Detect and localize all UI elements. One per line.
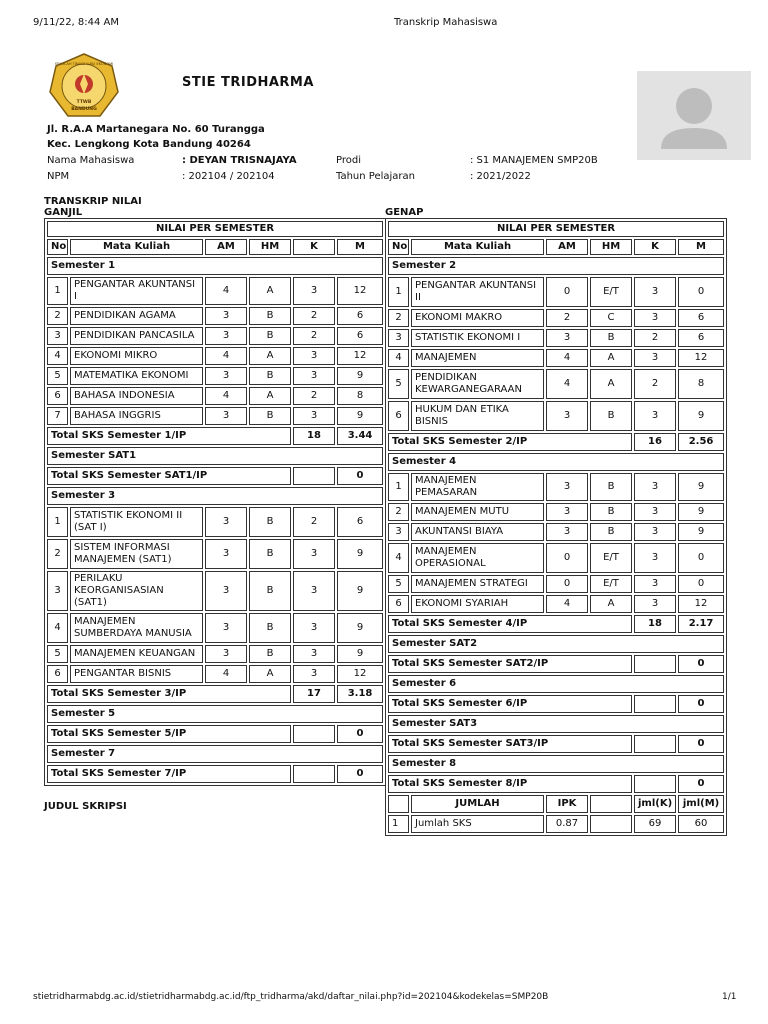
course-name: STATISTIK EKONOMI I <box>411 329 544 347</box>
course-no: 2 <box>388 309 409 327</box>
course-am: 0 <box>546 543 588 573</box>
course-name: EKONOMI MIKRO <box>70 347 203 365</box>
logo-text-bottom: BANDUNG <box>71 107 97 112</box>
logo-text-mid: TTWB <box>76 100 92 105</box>
course-hm: A <box>249 387 291 405</box>
semester-total-row <box>388 695 724 713</box>
course-m: 9 <box>678 473 724 501</box>
course-k: 3 <box>293 613 335 643</box>
semester-total-row <box>388 655 724 673</box>
total-k: 18 <box>293 427 335 445</box>
course-k: 2 <box>293 507 335 537</box>
semester-total-row <box>47 725 383 743</box>
course-hm: B <box>249 613 291 643</box>
footer-url: stietridharmabdg.ac.id/stietridharmabdg.ac.id/ftp_tridharma/akd/daftar_nilai.php?id=202104&kodekelas=SMP20B <box>33 992 549 1002</box>
total-k <box>293 725 335 743</box>
course-name: BAHASA INDONESIA <box>70 387 203 405</box>
summary-ipk-header: IPK <box>546 795 588 813</box>
course-hm: A <box>249 665 291 683</box>
total-ip: 0 <box>678 655 724 673</box>
course-m: 12 <box>337 277 383 305</box>
total-label: Total SKS Semester SAT1/IP <box>47 467 291 485</box>
semester-label: Semester 8 <box>388 755 724 773</box>
course-name: MANAJEMEN <box>411 349 544 367</box>
course-am: 3 <box>546 523 588 541</box>
semester-total-row <box>47 427 383 445</box>
course-no: 7 <box>47 407 68 425</box>
course-no: 1 <box>388 277 409 307</box>
semester-total-row <box>388 433 724 451</box>
course-m: 9 <box>678 401 724 431</box>
course-m: 12 <box>337 347 383 365</box>
total-ip: 0 <box>678 775 724 793</box>
course-row <box>47 367 383 385</box>
course-name: MANAJEMEN PEMASARAN <box>411 473 544 501</box>
school-logo <box>46 52 122 120</box>
summary-jmlm-header: jml(M) <box>678 795 724 813</box>
course-row <box>388 349 724 367</box>
total-label: Total SKS Semester 3/IP <box>47 685 291 703</box>
course-no: 2 <box>388 503 409 521</box>
course-m: 0 <box>678 575 724 593</box>
course-no: 6 <box>388 401 409 431</box>
total-ip: 3.18 <box>337 685 383 703</box>
semester-label: Semester 2 <box>388 257 724 275</box>
course-no: 2 <box>47 539 68 569</box>
course-no: 3 <box>388 523 409 541</box>
course-k: 3 <box>293 277 335 305</box>
course-no: 4 <box>47 347 68 365</box>
course-hm: E/T <box>590 575 632 593</box>
course-am: 3 <box>205 407 247 425</box>
course-m: 12 <box>678 349 724 367</box>
course-k: 3 <box>634 473 676 501</box>
course-row <box>47 645 383 663</box>
col-am: AM <box>205 239 247 255</box>
course-row <box>47 347 383 365</box>
course-k: 3 <box>634 575 676 593</box>
course-hm: C <box>590 309 632 327</box>
course-row <box>388 503 724 521</box>
course-hm: B <box>590 329 632 347</box>
total-k <box>634 655 676 673</box>
course-name: MANAJEMEN KEUANGAN <box>70 645 203 663</box>
course-row <box>388 329 724 347</box>
semester-total-row <box>47 467 383 485</box>
total-k <box>293 467 335 485</box>
course-name: PENDIDIKAN KEWARGANEGARAAN <box>411 369 544 399</box>
course-k: 3 <box>634 309 676 327</box>
course-hm: B <box>249 645 291 663</box>
course-name: BAHASA INGGRIS <box>70 407 203 425</box>
semester-label: Semester 7 <box>47 745 383 763</box>
prodi-value: : S1 MANAJEMEN SMP20B <box>470 155 598 166</box>
course-no: 6 <box>388 595 409 613</box>
course-hm: B <box>249 539 291 569</box>
course-row <box>47 613 383 643</box>
course-name: PENGANTAR AKUNTANSI II <box>411 277 544 307</box>
course-m: 12 <box>678 595 724 613</box>
summary-no: 1 <box>388 815 409 833</box>
course-name: STATISTIK EKONOMI II (SAT I) <box>70 507 203 537</box>
semester-label: Semester 6 <box>388 675 724 693</box>
total-k: 17 <box>293 685 335 703</box>
course-name: PENGANTAR BISNIS <box>70 665 203 683</box>
course-k: 3 <box>293 367 335 385</box>
course-k: 3 <box>293 571 335 611</box>
course-am: 3 <box>546 473 588 501</box>
course-no: 5 <box>47 367 68 385</box>
summary-blank <box>590 815 632 833</box>
course-am: 4 <box>205 387 247 405</box>
course-am: 4 <box>546 595 588 613</box>
course-row <box>47 277 383 305</box>
col-mata-kuliah: Mata Kuliah <box>411 239 544 255</box>
course-hm: A <box>590 349 632 367</box>
course-no: 5 <box>388 575 409 593</box>
semester-label: Semester 5 <box>47 705 383 723</box>
course-k: 2 <box>634 369 676 399</box>
course-row <box>388 401 724 431</box>
course-no: 1 <box>388 473 409 501</box>
semester-total-row <box>388 615 724 633</box>
course-hm: A <box>249 277 291 305</box>
course-m: 6 <box>337 307 383 325</box>
course-k: 2 <box>293 307 335 325</box>
course-k: 3 <box>634 595 676 613</box>
course-m: 9 <box>678 523 724 541</box>
course-k: 3 <box>634 349 676 367</box>
col-m: M <box>337 239 383 255</box>
course-name: SISTEM INFORMASI MANAJEMEN (SAT1) <box>70 539 203 569</box>
ganjil-label: GANJIL <box>44 207 83 218</box>
total-label: Total SKS Semester 8/IP <box>388 775 632 793</box>
course-no: 3 <box>47 327 68 345</box>
course-m: 9 <box>337 613 383 643</box>
col-hm: HM <box>249 239 291 255</box>
course-m: 9 <box>678 503 724 521</box>
total-label: Total SKS Semester 1/IP <box>47 427 291 445</box>
course-am: 4 <box>546 369 588 399</box>
total-ip: 0 <box>678 735 724 753</box>
name-label: Nama Mahasiswa <box>47 155 135 166</box>
course-name: HUKUM DAN ETIKA BISNIS <box>411 401 544 431</box>
semester-header-row <box>388 715 724 733</box>
course-no: 6 <box>47 387 68 405</box>
col-am: AM <box>546 239 588 255</box>
semester-total-row <box>388 735 724 753</box>
course-m: 12 <box>337 665 383 683</box>
transkrip-label: TRANSKRIP NILAI <box>44 196 142 207</box>
course-am: 0 <box>546 277 588 307</box>
total-ip: 0 <box>678 695 724 713</box>
course-name: PENDIDIKAN PANCASILA <box>70 327 203 345</box>
course-k: 3 <box>634 503 676 521</box>
total-k <box>634 695 676 713</box>
course-k: 2 <box>293 387 335 405</box>
course-row <box>388 473 724 501</box>
course-no: 4 <box>388 349 409 367</box>
nilai-per-semester-header: NILAI PER SEMESTER <box>388 221 724 237</box>
course-hm: B <box>249 307 291 325</box>
course-row <box>388 277 724 307</box>
course-row <box>388 309 724 327</box>
semester-total-row <box>388 775 724 793</box>
course-m: 8 <box>678 369 724 399</box>
course-row <box>47 407 383 425</box>
course-no: 5 <box>47 645 68 663</box>
course-name: PERILAKU KEORGANISASIAN (SAT1) <box>70 571 203 611</box>
summary-jumlah-header: JUMLAH <box>411 795 544 813</box>
course-row <box>47 387 383 405</box>
total-ip: 0 <box>337 765 383 783</box>
ganjil-table <box>44 218 386 786</box>
course-m: 6 <box>337 327 383 345</box>
course-hm: B <box>249 367 291 385</box>
course-hm: E/T <box>590 277 632 307</box>
semester-header-row <box>47 447 383 465</box>
nilai-per-semester-header: NILAI PER SEMESTER <box>47 221 383 237</box>
course-k: 2 <box>293 327 335 345</box>
total-ip: 3.44 <box>337 427 383 445</box>
semester-header-row <box>388 635 724 653</box>
semester-label: Semester SAT1 <box>47 447 383 465</box>
total-ip: 2.56 <box>678 433 724 451</box>
course-k: 3 <box>293 665 335 683</box>
course-name: EKONOMI SYARIAH <box>411 595 544 613</box>
col-m: M <box>678 239 724 255</box>
summary-blank <box>590 795 632 813</box>
total-k: 18 <box>634 615 676 633</box>
course-am: 2 <box>546 309 588 327</box>
total-label: Total SKS Semester 4/IP <box>388 615 632 633</box>
course-am: 0 <box>546 575 588 593</box>
school-address-line1: Jl. R.A.A Martanegara No. 60 Turangga <box>47 124 265 135</box>
course-am: 3 <box>205 307 247 325</box>
total-label: Total SKS Semester 5/IP <box>47 725 291 743</box>
col-mata-kuliah: Mata Kuliah <box>70 239 203 255</box>
npm-label: NPM <box>47 171 70 182</box>
course-row <box>47 327 383 345</box>
total-ip: 0 <box>337 467 383 485</box>
course-m: 6 <box>337 507 383 537</box>
course-k: 3 <box>293 407 335 425</box>
course-k: 3 <box>293 539 335 569</box>
summary-ipk: 0.87 <box>546 815 588 833</box>
semester-header-row <box>47 745 383 763</box>
total-label: Total SKS Semester 7/IP <box>47 765 291 783</box>
course-row <box>388 543 724 573</box>
course-row <box>388 369 724 399</box>
course-hm: B <box>249 407 291 425</box>
course-m: 0 <box>678 543 724 573</box>
footer-page: 1/1 <box>722 992 737 1002</box>
tahun-value: : 2021/2022 <box>470 171 531 182</box>
course-hm: A <box>590 369 632 399</box>
semester-label: Semester SAT3 <box>388 715 724 733</box>
course-name: PENDIDIKAN AGAMA <box>70 307 203 325</box>
course-am: 3 <box>205 327 247 345</box>
course-row <box>47 665 383 683</box>
total-ip: 2.17 <box>678 615 724 633</box>
course-hm: B <box>590 503 632 521</box>
course-row <box>388 523 724 541</box>
course-row <box>388 595 724 613</box>
course-am: 4 <box>205 347 247 365</box>
print-title: Transkrip Mahasiswa <box>394 17 498 28</box>
semester-header-row <box>47 257 383 275</box>
total-label: Total SKS Semester 2/IP <box>388 433 632 451</box>
total-k <box>293 765 335 783</box>
col-no: No <box>388 239 409 255</box>
print-datetime: 9/11/22, 8:44 AM <box>33 17 120 28</box>
course-name: MANAJEMEN STRATEGI <box>411 575 544 593</box>
course-am: 3 <box>546 401 588 431</box>
course-k: 3 <box>634 401 676 431</box>
school-address-line2: Kec. Lengkong Kota Bandung 40264 <box>47 139 251 150</box>
summary-blank <box>388 795 409 813</box>
col-k: K <box>293 239 335 255</box>
avatar-icon <box>637 71 751 160</box>
course-row <box>47 539 383 569</box>
course-hm: B <box>249 327 291 345</box>
course-am: 4 <box>205 277 247 305</box>
total-k <box>634 775 676 793</box>
course-hm: A <box>590 595 632 613</box>
course-row <box>388 575 724 593</box>
semester-header-row <box>388 675 724 693</box>
course-am: 3 <box>205 571 247 611</box>
course-name: MANAJEMEN OPERASIONAL <box>411 543 544 573</box>
name-value: : DEYAN TRISNAJAYA <box>182 155 297 166</box>
course-am: 3 <box>205 613 247 643</box>
course-hm: A <box>249 347 291 365</box>
course-no: 1 <box>47 277 68 305</box>
semester-label: Semester 4 <box>388 453 724 471</box>
course-no: 4 <box>47 613 68 643</box>
judul-skripsi-label: JUDUL SKRIPSI <box>44 801 127 812</box>
course-no: 1 <box>47 507 68 537</box>
logo-text-top: SEKOLAH TINGGI ILMU EKONOMI <box>54 62 114 66</box>
total-k: 16 <box>634 433 676 451</box>
course-k: 2 <box>634 329 676 347</box>
total-label: Total SKS Semester SAT3/IP <box>388 735 632 753</box>
course-name: PENGANTAR AKUNTANSI I <box>70 277 203 305</box>
tahun-label: Tahun Pelajaran <box>336 171 415 182</box>
semester-total-row <box>47 765 383 783</box>
course-hm: E/T <box>590 543 632 573</box>
course-hm: B <box>590 401 632 431</box>
summary-jmlm: 60 <box>678 815 724 833</box>
summary-label: Jumlah SKS <box>411 815 544 833</box>
summary-jmlk: 69 <box>634 815 676 833</box>
total-k <box>634 735 676 753</box>
semester-label: Semester SAT2 <box>388 635 724 653</box>
course-hm: B <box>249 571 291 611</box>
course-no: 3 <box>388 329 409 347</box>
course-no: 2 <box>47 307 68 325</box>
course-m: 9 <box>337 539 383 569</box>
total-ip: 0 <box>337 725 383 743</box>
course-am: 3 <box>546 329 588 347</box>
course-m: 9 <box>337 407 383 425</box>
semester-total-row <box>47 685 383 703</box>
course-no: 6 <box>47 665 68 683</box>
genap-table <box>385 218 727 836</box>
course-am: 3 <box>205 367 247 385</box>
genap-label: GENAP <box>385 207 424 218</box>
course-k: 3 <box>634 543 676 573</box>
course-name: EKONOMI MAKRO <box>411 309 544 327</box>
course-m: 0 <box>678 277 724 307</box>
semester-header-row <box>388 453 724 471</box>
prodi-label: Prodi <box>336 155 361 166</box>
total-label: Total SKS Semester SAT2/IP <box>388 655 632 673</box>
course-row <box>47 307 383 325</box>
course-hm: B <box>590 473 632 501</box>
course-no: 5 <box>388 369 409 399</box>
semester-header-row <box>388 755 724 773</box>
course-am: 4 <box>546 349 588 367</box>
col-hm: HM <box>590 239 632 255</box>
course-name: MANAJEMEN SUMBERDAYA MANUSIA <box>70 613 203 643</box>
course-hm: B <box>249 507 291 537</box>
col-no: No <box>47 239 68 255</box>
course-name: AKUNTANSI BIAYA <box>411 523 544 541</box>
semester-header-row <box>47 705 383 723</box>
course-am: 3 <box>205 539 247 569</box>
course-k: 3 <box>634 523 676 541</box>
course-k: 3 <box>293 347 335 365</box>
course-hm: B <box>590 523 632 541</box>
course-no: 4 <box>388 543 409 573</box>
summary-jmlk-header: jml(K) <box>634 795 676 813</box>
course-am: 3 <box>205 507 247 537</box>
course-name: MATEMATIKA EKONOMI <box>70 367 203 385</box>
total-label: Total SKS Semester 6/IP <box>388 695 632 713</box>
semester-label: Semester 3 <box>47 487 383 505</box>
course-name: MANAJEMEN MUTU <box>411 503 544 521</box>
semester-header-row <box>388 257 724 275</box>
semester-label: Semester 1 <box>47 257 383 275</box>
course-k: 3 <box>293 645 335 663</box>
course-k: 3 <box>634 277 676 307</box>
course-m: 8 <box>337 387 383 405</box>
course-m: 9 <box>337 367 383 385</box>
course-row <box>47 507 383 537</box>
semester-header-row <box>47 487 383 505</box>
course-m: 9 <box>337 571 383 611</box>
course-row <box>47 571 383 611</box>
course-m: 6 <box>678 329 724 347</box>
course-no: 3 <box>47 571 68 611</box>
course-am: 3 <box>205 645 247 663</box>
course-am: 3 <box>546 503 588 521</box>
course-m: 6 <box>678 309 724 327</box>
school-name: STIE TRIDHARMA <box>182 75 314 90</box>
course-m: 9 <box>337 645 383 663</box>
col-k: K <box>634 239 676 255</box>
npm-value: : 202104 / 202104 <box>182 171 275 182</box>
course-am: 4 <box>205 665 247 683</box>
student-photo-placeholder <box>637 71 751 160</box>
